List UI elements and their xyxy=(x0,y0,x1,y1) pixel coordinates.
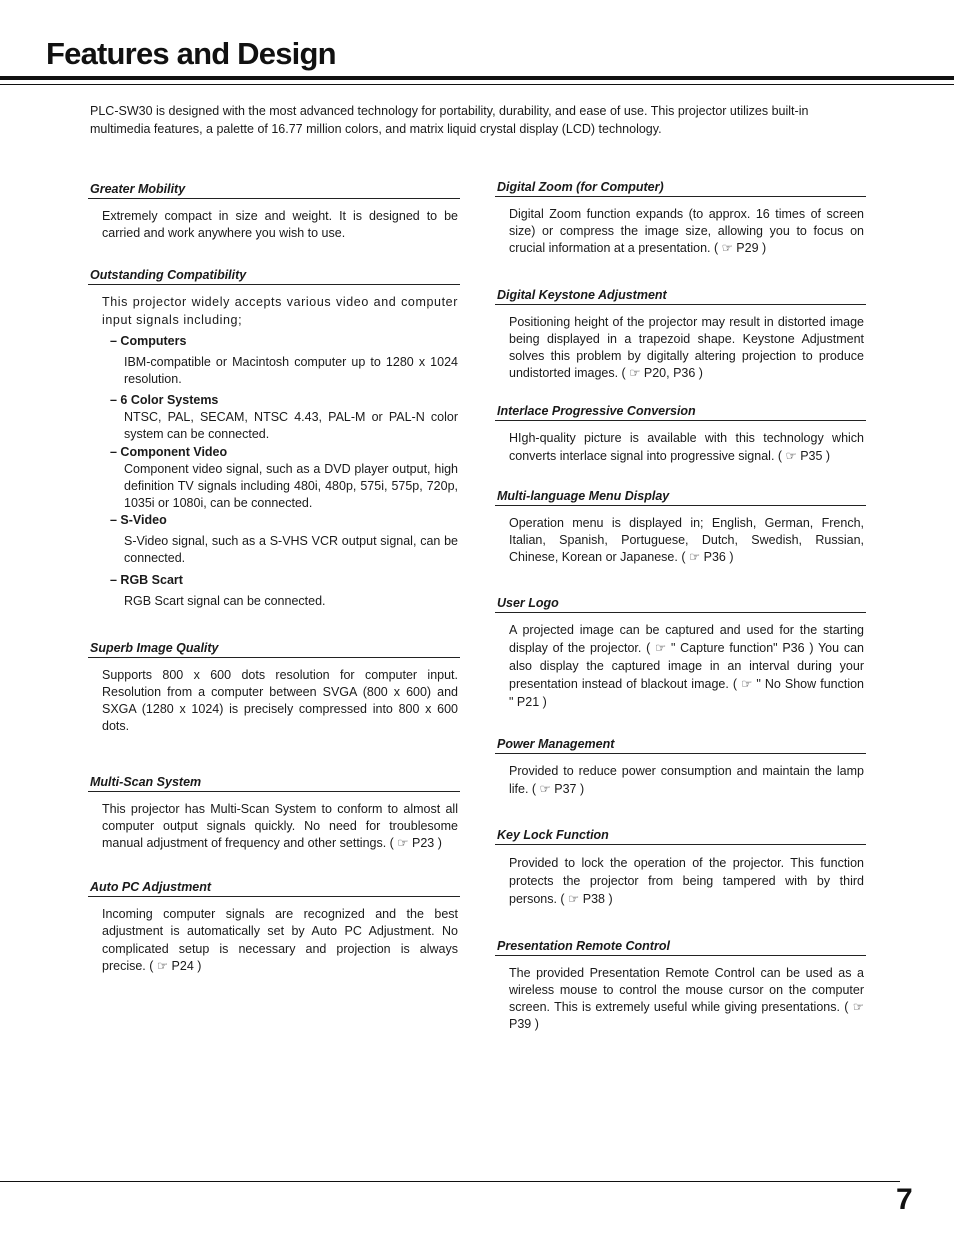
list-item-rgb-scart xyxy=(110,572,458,610)
section-body: Incoming computer signals are recognized and the best adjustment is automatically set by Auto PC Adjustment. No complicated setup is necessary and projection is always precise. ( ☞ P24 ) xyxy=(102,907,458,973)
list-item-title: – Computers xyxy=(110,333,187,348)
section-body: Provided to reduce power consumption and maintain the lamp life. ( ☞ P37 ) xyxy=(509,764,864,796)
page-title: Features and Design xyxy=(46,36,336,71)
section-power-management xyxy=(495,736,866,797)
section-heading: Multi-Scan System xyxy=(88,774,460,792)
list-item-body: RGB Scart signal can be connected. xyxy=(124,593,326,608)
list-item-title: – 6 Color Systems xyxy=(110,393,219,408)
section-interlace-progressive xyxy=(495,403,866,464)
section-digital-keystone xyxy=(495,287,866,383)
list-item-component-video xyxy=(110,444,458,513)
section-body: The provided Presentation Remote Control can be used as a wireless mouse to control the mouse cursor on the computer screen. This is extremely useful while giving presentations. ( ☞ P39 ) xyxy=(509,965,864,1032)
section-heading: Outstanding Compatibility xyxy=(88,267,460,285)
section-body: Positioning height of the projector may result in distorted image being displayed in a trapezoid shape. Keystone Adjustment solves this problem by digitally altering projection to produce undistorted images. ( ☞ P20, P36 ) xyxy=(509,314,864,381)
section-heading: Auto PC Adjustment xyxy=(88,879,460,897)
section-heading: Digital Keystone Adjustment xyxy=(495,287,866,305)
list-item-body: S-Video signal, such as a S-VHS VCR output signal, can be connected. xyxy=(124,534,458,566)
list-item-color-systems xyxy=(110,392,458,443)
left-column xyxy=(88,181,460,975)
section-greater-mobility xyxy=(88,181,460,242)
section-body: A projected image can be captured and used for the starting display of the projector. ( ☞ " Capture function" P36 ) You can also display the captured image in an interval during your presentation instead of blackout image. ( ☞ " No Show function " P21 ) xyxy=(509,623,864,709)
section-heading: Key Lock Function xyxy=(495,827,866,845)
title-rule-thick xyxy=(0,76,954,80)
right-column xyxy=(495,179,866,1034)
section-multi-scan-system xyxy=(88,774,460,853)
section-body: HIgh-quality picture is available with this technology which converts interlace signal into progressive signal. ( ☞ P35 ) xyxy=(509,431,864,463)
list-item-computers xyxy=(110,333,458,388)
section-key-lock xyxy=(495,827,866,908)
section-heading: Presentation Remote Control xyxy=(495,938,866,956)
list-item-body: NTSC, PAL, SECAM, NTSC 4.43, PAL-M or PAL-N color system can be connected. xyxy=(124,410,458,442)
section-body: Extremely compact in size and weight. It is designed to be carried and work anywhere you wish to use. xyxy=(102,209,458,241)
section-body: Supports 800 x 600 dots resolution for computer input. Resolution from a computer between SVGA (800 x 600) and SXGA (1280 x 1024) is precisely compressed into 800 x 600 dots. xyxy=(102,667,458,734)
list-item-s-video xyxy=(110,512,458,567)
section-heading: Greater Mobility xyxy=(88,181,460,199)
section-heading: Multi-language Menu Display xyxy=(495,488,866,506)
list-item-title: – RGB Scart xyxy=(110,572,183,587)
section-body: Digital Zoom function expands (to approx. 16 times of screen size) or compress the image size, allowing you to focus on crucial information at a presentation. ( ☞ P29 ) xyxy=(509,207,864,256)
list-item-title: – Component Video xyxy=(110,444,228,459)
section-body: This projector has Multi-Scan System to conform to almost all computer output signals quickly. No need for troublesome manual adjustment of frequency and other settings. ( ☞ P23 ) xyxy=(102,801,458,851)
footer-rule xyxy=(0,1181,900,1182)
list-item-body: Component video signal, such as a DVD player output, high definition TV signals including 480i, 480p, 575i, 575p, 720p, 1035i or 1080i, can be connected. xyxy=(124,461,458,511)
section-body: This projector widely accepts various video and computer input signals including; xyxy=(102,295,458,327)
section-heading: Digital Zoom (for Computer) xyxy=(495,179,866,197)
section-digital-zoom xyxy=(495,179,866,258)
section-presentation-remote xyxy=(495,938,866,1034)
section-superb-image-quality xyxy=(88,640,460,736)
section-heading: User Logo xyxy=(495,595,866,613)
list-item-body: IBM-compatible or Macintosh computer up to 1280 x 1024 resolution. xyxy=(124,354,458,387)
intro-paragraph: PLC-SW30 is designed with the most advanced technology for portability, durability, and ease of use. This projector utilizes built-in multimedia features, a palette of 16.77 million colors, and matrix liquid crystal display (LCD) technology. xyxy=(90,104,809,136)
list-item-title: – S-Video xyxy=(110,513,167,528)
section-heading: Interlace Progressive Conversion xyxy=(495,403,866,421)
section-multi-language-menu xyxy=(495,488,866,567)
section-heading: Power Management xyxy=(495,736,866,754)
section-body: Provided to lock the operation of the projector. This function protects the projector from being tampered with by third persons. ( ☞ P38 ) xyxy=(509,855,864,906)
section-auto-pc-adjustment xyxy=(88,879,460,975)
title-rule-thin xyxy=(0,84,954,85)
section-user-logo xyxy=(495,595,866,711)
section-outstanding-compatibility xyxy=(88,267,460,609)
section-body: Operation menu is displayed in; English, German, French, Italian, Spanish, Portuguese, Dutch, Swedish, Russian, Chinese, Korean or Japanese. ( ☞ P36 ) xyxy=(509,515,864,565)
page-number: 7 xyxy=(896,1183,913,1216)
section-heading: Superb Image Quality xyxy=(88,640,460,658)
